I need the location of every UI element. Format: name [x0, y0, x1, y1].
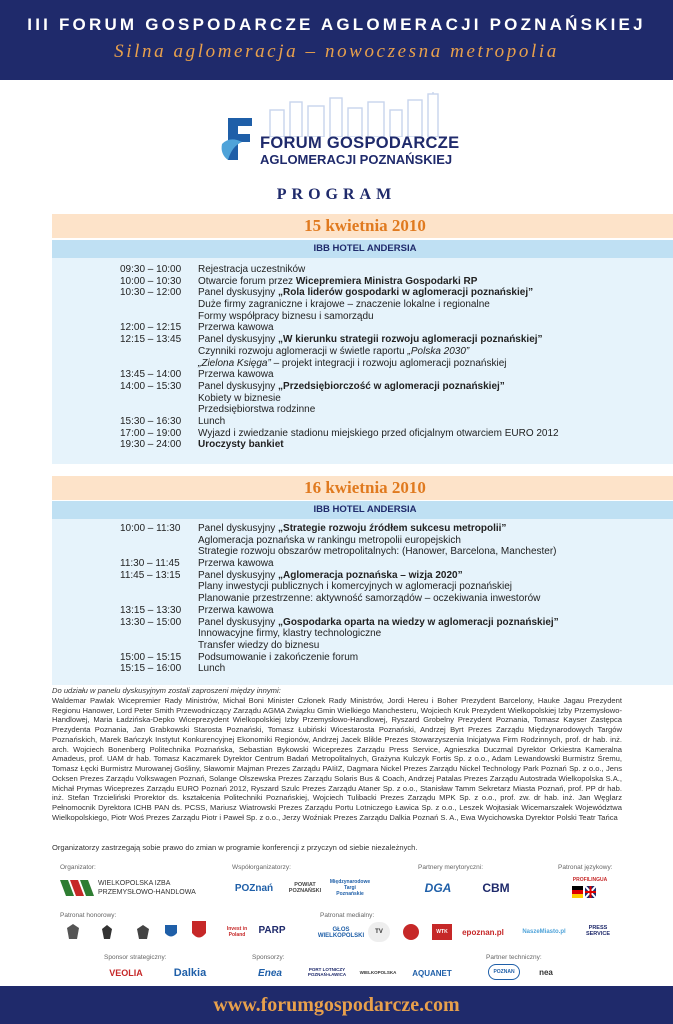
schedule-text-pre: Innowacyjne firmy, klastry technologiczne [198, 628, 382, 640]
schedule-row [70, 535, 670, 547]
schedule-row [70, 593, 670, 605]
coat-of-arms-icon [160, 922, 182, 942]
schedule-time: 10:30 – 12:00 [120, 287, 182, 299]
logo-line-1: FORUM GOSPODARCZE [260, 134, 460, 152]
schedule-row [70, 652, 670, 664]
schedule-description [198, 311, 374, 323]
schedule-text-bold: Uroczysty bankiet [198, 439, 284, 451]
schedule-description [198, 381, 505, 393]
logo-line-2: AGLOMERACJI POZNAŃSKIEJ [260, 152, 453, 167]
day2-schedule [70, 523, 670, 675]
schedule-row [70, 628, 670, 640]
technical-partner-label: Partner techniczny: [486, 954, 542, 961]
schedule-text-bold: „W kierunku strategii rozwoju aglomeracji poznańskiej” [278, 334, 543, 346]
schedule-text-pre: Transfer wiedzy do biznesu [198, 639, 320, 651]
mtp-logo: Międzynarodowe Targi Poznańskie [329, 879, 371, 897]
schedule-text-bold: „Rola liderów gospodarki w aglomeracji poznańskiej” [278, 287, 534, 299]
schedule-description [198, 416, 225, 428]
schedule-time: 11:30 – 11:45 [120, 558, 180, 570]
epoznan-logo: epoznan.pl [462, 927, 504, 937]
schedule-description [198, 652, 358, 664]
schedule-time: 13:45 – 14:00 [120, 369, 182, 381]
schedule-description [198, 663, 225, 675]
schedule-text-pre: Przerwa kawowa [198, 604, 274, 616]
schedule-text-pre: Aglomeracja poznańska w rankingu metropolii europejskich [198, 534, 461, 546]
schedule-text-pre: Formy współpracy biznesu i samorządu [198, 310, 374, 322]
schedule-time: 13:15 – 13:30 [120, 604, 182, 616]
schedule-row [70, 358, 670, 370]
schedule-time: 14:00 – 15:30 [120, 380, 182, 392]
invited-panelists [52, 686, 622, 823]
schedule-description [198, 276, 477, 288]
schedule-description [198, 570, 463, 582]
schedule-row [70, 617, 670, 629]
invited-list: Waldemar Pawlak Wicepremier Rady Ministrów, Michał Boni Minister Członek Rady Ministrów, Jordi Hereu i Boher Prezydent Barcelony, Hauke Jagau Prezydent Regionu Hanower, Lord Peter Smith Przewodniczący Zarządu AGMA Związku Gmin Wielkiego Manchesteru, Wojciech Kruk Prezydent Wielkopolskiej Izby Przemysłowo-Handlowej, Maria Ładzińska-Depko Wiceprezydent Wielkopolskiej Izby Przemysłowo-Handlowej, Ryszard Grobelny Prezydent Poznania, Tomasz Kayser Zastępca Prezydenta Poznania, Jan Grabkowski Starosta Poznański, Tomasz Łubiński Wicestarosta Poznański, Andrzej Byrt Prezes Zarządu Międzynarodowych Targów Poznańskich, Marek Bańczyk Instytut Konkurencyjnej Ekonomiki Regionów, Andrzej Jacek Blikle Prezes Stowarzyszenia Inicjatywa Firm Rodzinnych, prof. dr hab. inż. arch. Wojciech Bonenberg Politechnika Poznańska, Sebastian Bykowski Wiceprezes Zarządu Press Service, Agnieszka Duczmal Dyrektor Orkiestra Kameralna Amadeus, prof. UAM dr hab. Tomasz Kaczmarek Dyrektor Centrum Badań Metropolitalnych, Grażyna Kulczyk Fortis Sp. z o.o., Adam Lewandowski Burmistrz Śremu, Tomasz Łęcki Burmistrz Murowanej Gośliny, Sławomir Majman Prezes Zarządu PAIiIZ, Dagmara Nickel Prezes Zarządu Nickel Technology Park Poznań Sp. z o.o., Jens Ocksen Prezes Zarządu Volkswagen Poznań, Solange Olszewska Prezes Zarządu Solaris Bus & Coach, Andrzej Patalas Prezes Zarządu Autostrada Wielkopolska S.A., Michał Prymas Wiceprezes Zarządu EURO Poznań 2012, Ryszard Szulc Prezes Zarządu Ataner Sp. z o.o., Stanisław Tamm Sekretarz Miasta Poznań, prof. PP dr hab. inż. Stefan Trzcieliński Prorektor ds. kształcenia Politechniki Poznańskiej, Wojciech Tulibacki Prezes Zarządu MPK Sp. z o.o., prof. zw. dr hab. inż. Jan Węglarz Pełnomocnik Dyrektora ICHB PAN ds. PCSS, Mariusz Wiatrowski Prezes Zarządu Portu Lotniczego Ławica Sp. z o.o., Leszek Wojtasiak Wicemarszałek Województwa Wielkopolskiego, Piotr Woś Prezes Zarządu Piotr i Paweł Sp. z o.o., Jerzy Woźniak Prezes Zarządu Dalkia Poznań S. A., Ewa Wycichowska Dyrektor Polski Teatr Tańca [52, 695, 622, 822]
schedule-time: 19:30 – 24:00 [120, 439, 182, 451]
press-service-logo: PRESS SERVICE [585, 925, 611, 937]
schedule-text-pre: Podsumowanie i zakończenie forum [198, 651, 359, 663]
schedule-row [70, 416, 670, 428]
nea-logo: nea [539, 967, 553, 977]
schedule-description [198, 393, 281, 405]
schedule-text-bold: „Aglomeracja poznańska – wizja 2020” [278, 569, 463, 581]
schedule-time: 11:45 – 13:15 [120, 569, 181, 581]
aquanet-logo: AQUANET [412, 968, 452, 978]
schedule-row [70, 663, 670, 675]
day1-schedule [70, 264, 670, 451]
schedule-text-bold: „Strategie rozwoju źródłem sukcesu metropolii” [278, 523, 507, 534]
strategic-sponsor-label: Sponsor strategiczny: [104, 954, 167, 961]
organizer-name [98, 879, 196, 897]
schedule-text-pre: Przerwa kawowa [198, 322, 274, 334]
schedule-description [198, 439, 284, 451]
schedule-text-bold: „Gospodarka oparta na wiedzy w aglomeracji poznańskiej” [278, 616, 559, 628]
schedule-description [198, 358, 506, 370]
schedule-text-bold: Wicepremiera Ministra Gospodarki RP [295, 275, 478, 287]
flags-icon [572, 886, 608, 898]
schedule-text-pre: Kobiety w biznesie [198, 392, 281, 404]
schedule-row [70, 287, 670, 299]
tech-partner-logo: POZNAN [488, 964, 520, 980]
profilingua-logo: PROFILINGUA [572, 877, 608, 883]
schedule-text-pre: Przerwa kawowa [198, 369, 274, 381]
schedule-row [70, 276, 670, 288]
eagle-icon [98, 922, 116, 942]
schedule-row [70, 439, 670, 451]
schedule-time: 09:30 – 10:00 [120, 264, 182, 275]
honorary-patron-label: Patronat honorowy: [60, 912, 117, 919]
schedule-text-post: – projekt integracji i rozwoju aglomeracji poznańskiej [270, 357, 507, 369]
schedule-row [70, 311, 670, 323]
radio-logo-icon [400, 922, 422, 942]
schedule-time: 12:15 – 13:45 [120, 334, 182, 346]
schedule-description [198, 628, 381, 640]
invest-logo: Invest in Poland [226, 926, 248, 938]
schedule-text-pre: Lunch [198, 663, 226, 675]
cbm-logo: CBM [482, 881, 510, 895]
media-patron-label: Patronat medialny: [320, 912, 375, 919]
schedule-text-pre: Otwarcie forum przez [198, 275, 296, 287]
schedule-time: 10:00 – 11:30 [120, 523, 181, 534]
f-logo-mark-icon [220, 114, 260, 164]
event-title: III FORUM GOSPODARCZE AGLOMERACJI POZNAŃSKIEJ [27, 15, 646, 34]
schedule-row [70, 264, 670, 276]
powiat-logo: POWIAT POZNAŃSKI [288, 882, 322, 894]
schedule-text-pre: Panel dyskusyjny [198, 616, 279, 628]
schedule-row [70, 322, 670, 334]
emblem-icon [64, 922, 82, 942]
schedule-description [198, 546, 557, 558]
language-patron-label: Patronat językowy: [558, 864, 613, 871]
day2-date: 16 kwietnia 2010 [52, 476, 673, 500]
organizer-name-line-2: PRZEMYSŁOWO-HANDLOWA [98, 889, 196, 896]
schedule-time: 10:00 – 10:30 [120, 275, 182, 287]
schedule-row [70, 404, 670, 416]
schedule-time: 15:15 – 16:00 [120, 663, 182, 675]
coorganizers-label: Współorganizatorzy: [232, 864, 291, 871]
schedule-time: 13:30 – 15:00 [120, 616, 182, 628]
schedule-description [198, 581, 512, 593]
schedule-text-pre: Wyjazd i zwiedzanie stadionu miejskiego przed oficjalnym otwarciem EURO 2012 [198, 427, 559, 439]
schedule-time: 15:00 – 15:15 [120, 651, 182, 663]
schedule-row [70, 523, 670, 535]
schedule-description [198, 428, 559, 440]
schedule-text-pre: Panel dyskusyjny [198, 523, 279, 534]
organizer-name-line-1: WIELKOPOLSKA IZBA [98, 880, 171, 887]
schedule-row [70, 640, 670, 652]
dga-logo: DGA [424, 881, 452, 895]
poznan-logo: POZnań [234, 882, 274, 894]
schedule-description [198, 369, 274, 381]
website-link[interactable]: www.forumgospodarcze.com [213, 994, 460, 1016]
schedule-row [70, 334, 670, 346]
schedule-description [198, 287, 533, 299]
schedule-description [198, 593, 540, 605]
dalkia-logo: Dalkia [173, 967, 207, 979]
schedule-text-pre: Panel dyskusyjny [198, 334, 279, 346]
day2-venue: IBB HOTEL ANDERSIA [52, 501, 673, 519]
schedule-text-pre: Przerwa kawowa [198, 558, 274, 570]
schedule-row [70, 558, 670, 570]
schedule-row [70, 299, 670, 311]
schedule-description [198, 334, 543, 346]
wielkopolska-crest-icon [132, 922, 154, 942]
schedule-text-bold: „Przedsiębiorczość w aglomeracji poznańskiej” [278, 380, 505, 392]
tv-logo: TV [368, 922, 390, 942]
sponsors-label: Sponsorzy: [252, 954, 285, 961]
parp-logo: PARP [258, 924, 286, 936]
schedule-row [70, 570, 670, 582]
day1-venue: IBB HOTEL ANDERSIA [52, 240, 673, 258]
schedule-description [198, 558, 274, 570]
invited-intro: Do udziału w panelu dyskusyjnym zostali zaproszeni między innymi: [52, 686, 281, 695]
disclaimer-note: Organizatorzy zastrzegają sobie prawo do zmian w programie konferencji z przyczyn od siebie niezależnych. [52, 843, 418, 852]
day1-date: 15 kwietnia 2010 [52, 214, 673, 238]
schedule-row [70, 581, 670, 593]
schedule-row [70, 605, 670, 617]
naszemiasto-logo: NaszeMiasto.pl [522, 929, 566, 935]
wtk-logo: WTK [432, 924, 452, 940]
organizer-label: Organizator: [60, 864, 96, 871]
schedule-row [70, 546, 670, 558]
schedule-description [198, 264, 305, 276]
schedule-row [70, 381, 670, 393]
header-banner [0, 0, 673, 80]
schedule-text-italic: „Polska 2030” [407, 345, 470, 357]
schedule-description [198, 523, 506, 535]
schedule-text-pre: Czynniki rozwoju aglomeracji w świetle raportu [198, 345, 408, 357]
wielkopolska-logo: WIELKOPOLSKA [359, 969, 397, 975]
schedule-description [198, 322, 274, 334]
schedule-row [70, 428, 670, 440]
schedule-text-pre: Duże firmy zagraniczne i krajowe – znaczenie lokalne i regionalne [198, 299, 490, 311]
schedule-text-pre: Przedsiębiorstwa rodzinne [198, 404, 316, 416]
schedule-text-pre: Panel dyskusyjny [198, 287, 279, 299]
schedule-description [198, 404, 315, 416]
schedule-text-pre: Panel dyskusyjny [198, 380, 279, 392]
schedule-text-pre: Planowanie przestrzenne: aktywność samorządów – oczekiwania inwestorów [198, 593, 541, 605]
schedule-description [198, 640, 319, 652]
schedule-description [198, 605, 274, 617]
event-subtitle: Silna aglomeracja – nowoczesna metropolia [114, 41, 559, 62]
merit-partners-label: Partnery merytoryczni: [418, 864, 484, 871]
schedule-text-pre: Plany inwestycji publicznych i komercyjnych w aglomeracji poznańskiej [198, 581, 513, 593]
schedule-time: 12:00 – 12:15 [120, 322, 182, 334]
schedule-description [198, 346, 469, 358]
schedule-text-pre: Rejestracja uczestników [198, 264, 306, 275]
schedule-text-pre: Panel dyskusyjny [198, 569, 279, 581]
schedule-row [70, 393, 670, 405]
schedule-text-italic: „Zielona Księga” [198, 357, 271, 369]
red-shield-icon [190, 918, 208, 944]
schedule-text-pre: Lunch [198, 415, 226, 427]
schedule-row [70, 346, 670, 358]
glos-logo: GŁOS WIELKOPOLSKI [317, 927, 365, 939]
schedule-description [198, 617, 559, 629]
enea-logo: Enea [258, 967, 282, 979]
schedule-description [198, 535, 461, 547]
schedule-time: 15:30 – 16:30 [120, 415, 182, 427]
schedule-time: 17:00 – 19:00 [120, 427, 182, 439]
schedule-row [70, 369, 670, 381]
wiph-logo-icon [60, 876, 94, 900]
schedule-description [198, 299, 490, 311]
airport-logo: PORT LOTNICZY POZNAŃ-ŁAWICA [307, 967, 347, 977]
footer-banner [0, 986, 673, 1024]
forum-logo [220, 92, 460, 172]
program-heading: PROGRAM [276, 186, 397, 203]
skyline-icon [260, 92, 450, 137]
schedule-text-pre: Strategie rozwoju obszarów metropolitalnych: (Hanower, Barcelona, Manchester) [198, 546, 557, 558]
veolia-logo: VEOLIA [109, 968, 143, 978]
